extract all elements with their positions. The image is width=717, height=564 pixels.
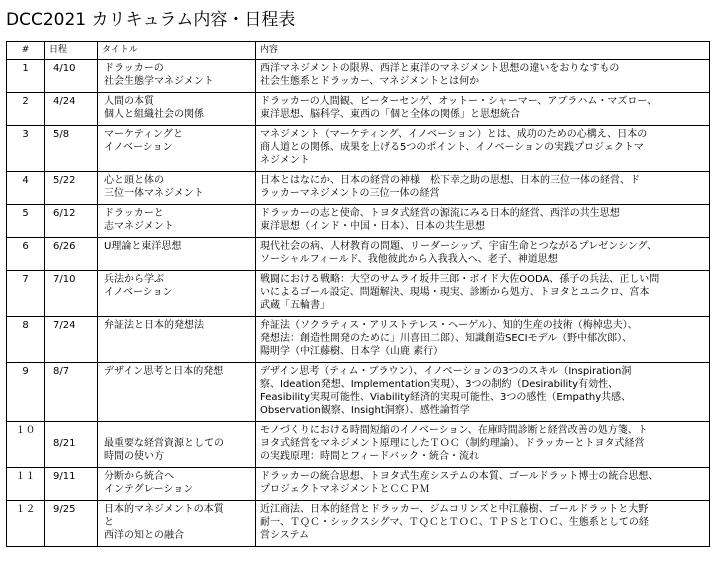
row-date: 6/26 <box>45 238 98 271</box>
row-content: 日本とはなにか、日本の経営の神様 松下幸之助の思想、日本的三位一体の経営、ド ラッカーマネジメントの三位一体の経営 <box>256 172 710 205</box>
row-num: １０ <box>7 422 45 468</box>
row-num: 7 <box>7 271 45 317</box>
row-num: 1 <box>7 60 45 93</box>
table-row <box>7 126 710 172</box>
row-num: １１ <box>7 468 45 501</box>
row-content: 戦闘における戦略：大空のサムライ坂井三郎・ボイド大佐OODA、孫子の兵法、正しい問 いによるゴール設定、問題解決、現場・現実、診断から処方、トヨタとユニクロ、宮本 武蔵「五輪書」 <box>256 271 710 317</box>
table-row <box>7 238 710 271</box>
table-row <box>7 317 710 363</box>
row-title: マーケティングと イノベーション <box>98 126 256 172</box>
row-content: ドラッカーの人間観、ピーターセンゲ、オットー・シャーマー、アブラハム・マズロー、 東洋思想、脳科学、東西の「個と全体の関係」と思想統合 <box>256 93 710 126</box>
table-row <box>7 60 710 93</box>
row-title: 日本的マネジメントの本質 と 西洋の知との融合 <box>98 501 256 547</box>
row-title: U理論と東洋思想 <box>98 238 256 271</box>
row-num: 5 <box>7 205 45 238</box>
table-row <box>7 422 710 468</box>
table-row <box>7 93 710 126</box>
table-row <box>7 271 710 317</box>
row-num: 8 <box>7 317 45 363</box>
row-title: 人間の本質 個人と組織社会の関係 <box>98 93 256 126</box>
row-content: 近江商法、日本的経営とドラッカー、ジムコリンズと中江藤樹、ゴールドラットと大野 耐一、ＴＱＣ・シックスシグマ、ＴＱＣとＴＯＣ、ＴＰＳとＴＯＣ、生態系としての経 営システム <box>256 501 710 547</box>
row-date: 5/8 <box>45 126 98 172</box>
row-title: ドラッカーと 志マネジメント <box>98 205 256 238</box>
row-content: 現代社会の病、人材教育の問題、リーダーシップ、宇宙生命とつながるプレゼンシング、 ソーシャルフィールド、我他彼此から入我我入へ、老子、神道思想 <box>256 238 710 271</box>
row-content: デザイン思考（ティム・ブラウン）、イノベーションの3つのスキル（Inspiration洞 察、Ideation発想、Implementation実現）、3つの制約（Desirability有効性、 Feasibility実現可能性、Viability経済的実現可能性、3つの感性（Empathy共感、 Observation観察、Insight洞察）、感性論哲学 <box>256 363 710 422</box>
row-date: 9/11 <box>45 468 98 501</box>
row-content: 弁証法（ソクラティス・アリストテレス・ヘーゲル）、知的生産の技術（梅棹忠夫）、 発想法：創造性開発のために」川喜田二郎）、知識創造SECIモデル（野中郁次郎）、 陽明学（中江藤樹、日本学（山鹿 素行） <box>256 317 710 363</box>
row-content: ドラッカーの統合思想、トヨタ式生産システムの本質、ゴールドラット博士の統合思想、 プロジェクトマネジメントとＣＣＰＭ <box>256 468 710 501</box>
row-title: 兵法から学ぶ イノベーション <box>98 271 256 317</box>
table-row <box>7 363 710 422</box>
row-title: 分断から統合へ インテグレーション <box>98 468 256 501</box>
header-num: # <box>7 42 45 60</box>
row-date: 7/24 <box>45 317 98 363</box>
row-title: 最重要な経営資源としての 時間の使い方 <box>98 422 256 468</box>
row-date: 5/22 <box>45 172 98 205</box>
table-row <box>7 205 710 238</box>
row-content: 西洋マネジメントの限界、西洋と東洋のマネジメント思想の違いをおりなすもの 社会生態系とドラッカー、マネジメントとは何か <box>256 60 710 93</box>
row-title: 心と頭と体の 三位一体マネジメント <box>98 172 256 205</box>
row-title: デザイン思考と日本的発想 <box>98 363 256 422</box>
header-title: タイトル <box>98 42 256 60</box>
row-date: 4/10 <box>45 60 98 93</box>
table-row <box>7 468 710 501</box>
row-title: 弁証法と日本的発想法 <box>98 317 256 363</box>
curriculum-table <box>6 41 710 547</box>
row-content: ドラッカーの志と使命、トヨタ式経営の源流にみる日本的経営、西洋の共生思想 東洋思想（インド・中国・日本）、日本の共生思想 <box>256 205 710 238</box>
row-num: １２ <box>7 501 45 547</box>
row-date: 6/12 <box>45 205 98 238</box>
row-num: 2 <box>7 93 45 126</box>
row-title: ドラッカーの 社会生態学マネジメント <box>98 60 256 93</box>
row-num: 3 <box>7 126 45 172</box>
row-content: モノづくりにおける時間短縮のイノベーション、在庫時間診断と経営改善の処方箋、ト ヨタ式経営をマネジメント原理にしたＴＯＣ（制約理論）、ドラッカーとトヨタ式経営 の実践原理：時間とフィードバック・統合・流れ <box>256 422 710 468</box>
row-date: 9/25 <box>45 501 98 547</box>
header-date: 日程 <box>45 42 98 60</box>
row-date: 8/21 <box>45 422 98 468</box>
header-content: 内容 <box>256 42 710 60</box>
row-num: 9 <box>7 363 45 422</box>
row-date: 7/10 <box>45 271 98 317</box>
table-row <box>7 501 710 547</box>
page-title: DCC2021 カリキュラム内容・日程表 <box>6 10 296 30</box>
row-date: 4/24 <box>45 93 98 126</box>
table-row <box>7 172 710 205</box>
row-date: 8/7 <box>45 363 98 422</box>
row-num: 6 <box>7 238 45 271</box>
table-header-row <box>7 42 710 60</box>
row-num: 4 <box>7 172 45 205</box>
row-content: マネジメント（マーケティング、イノベーション）とは、成功のための心構え、日本の 商人道との関係、成果を上げる5つのポイント、イノベーションの実践プロジェクトマ ネジメント <box>256 126 710 172</box>
